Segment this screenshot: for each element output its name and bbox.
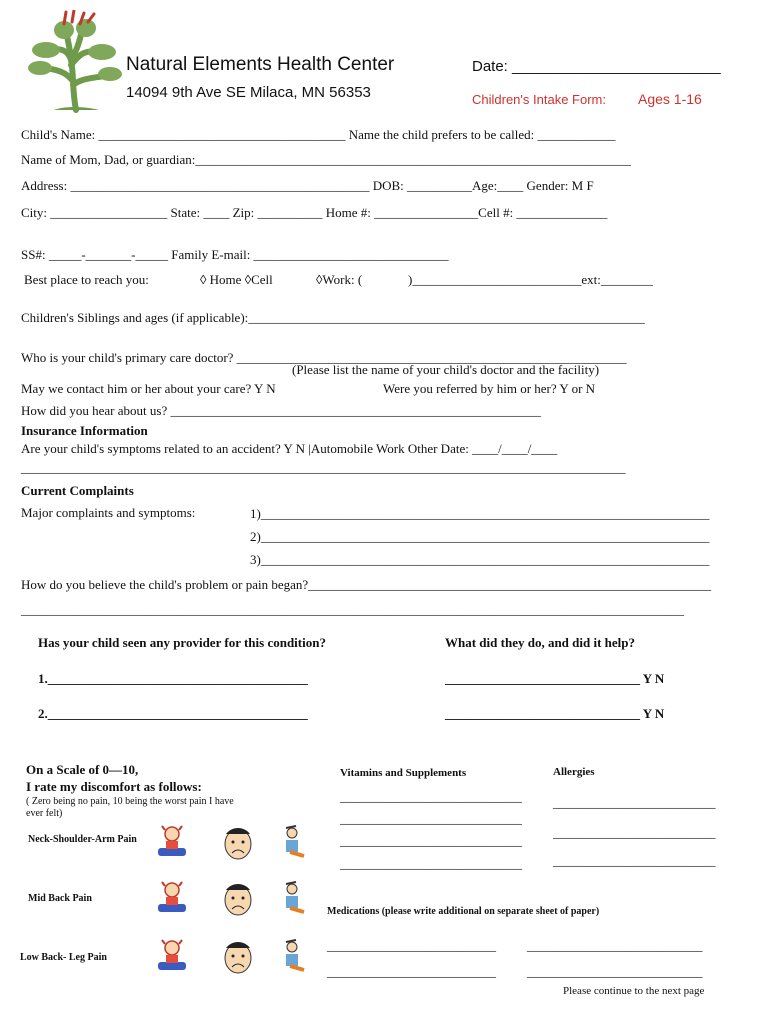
complaints-heading: Current Complaints <box>21 483 134 498</box>
allergies-line-2[interactable]: _________________________ <box>553 825 716 840</box>
best-place-options[interactable]: ◊ Home ◊Cell <box>200 272 273 287</box>
doctor-field[interactable]: Who is your child's primary care doctor? ____________________________________________________________ <box>21 350 627 365</box>
referred-question[interactable]: Were you referred by him or her? Y or N <box>383 381 596 396</box>
low-back-pain-label: Low Back- Leg Pain <box>20 952 107 963</box>
sitting-child-icon[interactable] <box>276 824 312 864</box>
scale-title-line-2: I rate my discomfort as follows: <box>26 779 202 794</box>
siblings-field[interactable]: Children's Siblings and ages (if applicable):_____________________________________________________________ <box>21 310 645 325</box>
medications-line-2-left[interactable]: __________________________ <box>327 964 496 979</box>
child-pain-figure-icon[interactable] <box>154 824 190 864</box>
clinic-name: Natural Elements Health Center <box>126 54 395 75</box>
medications-label: Medications (please write additional on separate sheet of paper) <box>327 906 600 917</box>
allergies-line-1[interactable]: _________________________ <box>553 795 716 810</box>
sad-face-icon[interactable] <box>220 938 256 978</box>
contact-question[interactable]: May we contact him or her about your care? Y N <box>21 381 276 396</box>
vitamins-line-4[interactable]: ____________________________ <box>340 856 522 871</box>
complaint-2-field[interactable]: 2)_____________________________________________________________________ <box>250 529 710 544</box>
guardian-field[interactable]: Name of Mom, Dad, or guardian:___________________________________________________________________ <box>21 152 631 167</box>
doctor-note: (Please list the name of your child's doctor and the facility) <box>292 362 600 377</box>
sad-face-icon[interactable] <box>220 880 256 920</box>
provider-question: Has your child seen any provider for this condition? <box>38 635 326 650</box>
scale-note-line-1: ( Zero being no pain, 10 being the worst pain I have <box>26 796 234 807</box>
pain-began-rule[interactable]: ______________________________________________________________________________________________________ <box>21 602 684 617</box>
medications-line-2-right[interactable]: ___________________________ <box>527 964 703 979</box>
child-pain-figure-icon[interactable] <box>154 880 190 920</box>
complaint-3-field[interactable]: 3)_____________________________________________________________________ <box>250 552 710 567</box>
child-pain-figure-icon[interactable] <box>154 938 190 978</box>
child-name-field[interactable]: Child's Name: ______________________________________ Name the child prefers to be called: ____________ <box>21 127 616 142</box>
scale-title-line-1: On a Scale of 0—10, <box>26 762 139 777</box>
provider-1-field[interactable]: 1.________________________________________ <box>38 671 308 686</box>
ss-email-field[interactable]: SS#: _____-_______-_____ Family E-mail: ______________________________ <box>21 247 449 262</box>
vitamins-line-1[interactable]: ____________________________ <box>340 789 522 804</box>
form-title: Children's Intake Form: <box>472 92 606 107</box>
provider-2-field[interactable]: 2.________________________________________ <box>38 706 308 721</box>
address-field[interactable]: Address: ______________________________________________ DOB: __________Age:____ Gender: M F <box>21 178 594 193</box>
vitamins-line-2[interactable]: ____________________________ <box>340 811 522 826</box>
best-place-label: Best place to reach you: <box>24 272 149 287</box>
neck-pain-label: Neck-Shoulder-Arm Pain <box>28 834 137 845</box>
provider-2-result-field[interactable]: ______________________________ Y N <box>445 706 665 721</box>
allergies-label: Allergies <box>553 766 595 778</box>
accident-question[interactable]: Are your child's symptoms related to an accident? Y N |Automobile Work Other Date: ____/____/____ <box>21 441 558 456</box>
sad-face-icon[interactable] <box>220 824 256 864</box>
pain-began-field[interactable]: How do you believe the child's problem or pain began?______________________________________________________________ <box>21 577 712 592</box>
mid-back-pain-label: Mid Back Pain <box>28 893 92 904</box>
insurance-heading: Insurance Information <box>21 423 148 438</box>
provider-1-result-field[interactable]: ______________________________ Y N <box>445 671 665 686</box>
clinic-logo-tree-icon <box>24 10 124 115</box>
form-ages: Ages 1-16 <box>638 91 702 107</box>
date-field[interactable]: Date: _________________________ <box>472 58 721 75</box>
medications-line-1-right[interactable]: ___________________________ <box>527 938 703 953</box>
continue-note: Please continue to the next page <box>563 985 705 997</box>
scale-note-line-2: ever felt) <box>26 808 63 819</box>
sitting-child-icon[interactable] <box>276 880 312 920</box>
best-place-phone-field[interactable]: )__________________________ext:________ <box>408 272 653 287</box>
major-complaints-label: Major complaints and symptoms: <box>21 505 196 520</box>
complaint-1-field[interactable]: 1)_____________________________________________________________________ <box>250 506 710 521</box>
sitting-child-icon[interactable] <box>276 938 312 978</box>
best-place-work[interactable]: ◊Work: ( <box>316 272 363 287</box>
provider-result-question: What did they do, and did it help? <box>445 635 636 650</box>
clinic-address: 14094 9th Ave SE Milaca, MN 56353 <box>126 84 371 101</box>
city-field[interactable]: City: __________________ State: ____ Zip: __________ Home #: ________________Cell #: ______________ <box>21 205 608 220</box>
hear-about-field[interactable]: How did you hear about us? _________________________________________________________ <box>21 403 541 418</box>
allergies-line-3[interactable]: _________________________ <box>553 853 716 868</box>
vitamins-label: Vitamins and Supplements <box>340 767 467 779</box>
accident-rule[interactable]: _____________________________________________________________________________________________ <box>21 460 626 475</box>
vitamins-line-3[interactable]: ____________________________ <box>340 833 522 848</box>
medications-line-1-left[interactable]: __________________________ <box>327 938 496 953</box>
